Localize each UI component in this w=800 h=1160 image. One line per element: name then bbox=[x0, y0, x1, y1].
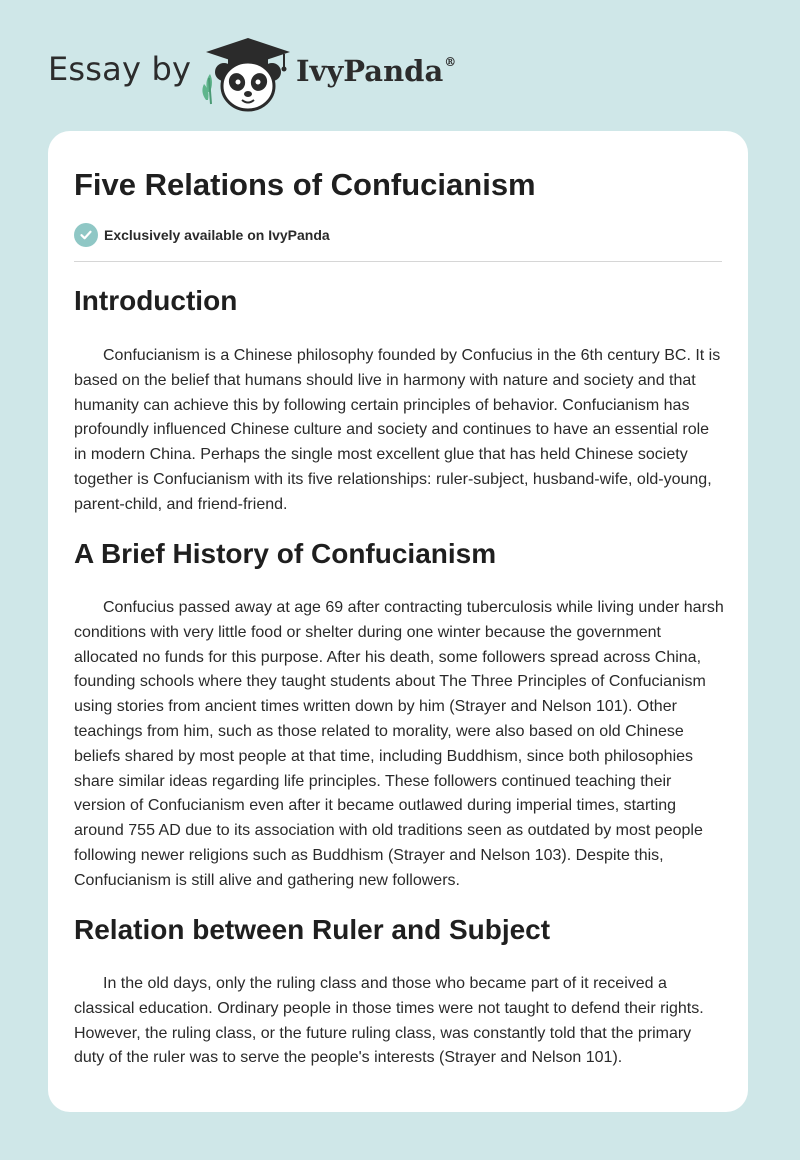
brand-prefix: Essay by bbox=[48, 50, 192, 88]
site-header bbox=[0, 0, 800, 130]
registered-mark: ® bbox=[444, 55, 457, 70]
brand-name-text: IvyPanda bbox=[296, 54, 444, 88]
section-paragraph-ruler-subject: In the old days, only the ruling class and those who became part of it received a classical education. Ordinary people in those times were not taught to defend their rights. However, the ruling class, or the future ruling class, was constantly told that the primary duty of the ruler was to serve the people's interests (Strayer and Nelson 101). bbox=[74, 975, 704, 1067]
essay-title: Five Relations of Confucianism bbox=[74, 167, 536, 202]
section-paragraph-history: Confucius passed away at age 69 after contracting tuberculosis while living under harsh conditions with very little food or shelter during one winter because the government allocated no funds for this purpose. After his death, some followers spread across China, founding schools where they taught students about The Three Principles of Confucianism using stories from ancient times written down by him (Strayer and Nelson 101). Other teachings from him, such as those related to morality, were also based on old Chinese beliefs shared by most people at that time, including Buddhism, since both philosophies share similar ideas regarding life principles. These followers continued teaching their version of Confucianism even after it became outlawed during imperial times, starting around 755 AD due to its association with old traditions seen as outdated by most people following newer religions such as Buddhism (Strayer and Nelson 103). Despite this, Confucianism is still alive and gathering new followers. bbox=[74, 599, 724, 889]
section-paragraph-introduction: Confucianism is a Chinese philosophy founded by Confucius in the 6th century BC. It is based on the belief that humans should live in harmony with nature and society and that humanity can achieve this by following certain principles of behavior. Confucianism has profoundly influenced Chinese culture and society and continues to have an essential role in modern China. Perhaps the single most excellent glue that has held Chinese society together is Confucianism with its five relationships: ruler-subject, husband-wife, old-young, parent-child, and friend-friend. bbox=[74, 347, 721, 513]
section-heading-history: A Brief History of Confucianism bbox=[74, 538, 497, 569]
section-heading-introduction: Introduction bbox=[74, 285, 238, 316]
exclusive-badge-text: Exclusively available on IvyPanda bbox=[104, 227, 330, 243]
essay-card bbox=[48, 131, 748, 1112]
panda-graduate-logo-icon[interactable] bbox=[198, 34, 298, 114]
check-circle-icon bbox=[74, 223, 98, 247]
brand-name[interactable] bbox=[296, 54, 456, 88]
title-divider bbox=[74, 261, 722, 262]
exclusive-badge bbox=[74, 223, 330, 247]
section-heading-ruler-subject: Relation between Ruler and Subject bbox=[74, 914, 551, 945]
